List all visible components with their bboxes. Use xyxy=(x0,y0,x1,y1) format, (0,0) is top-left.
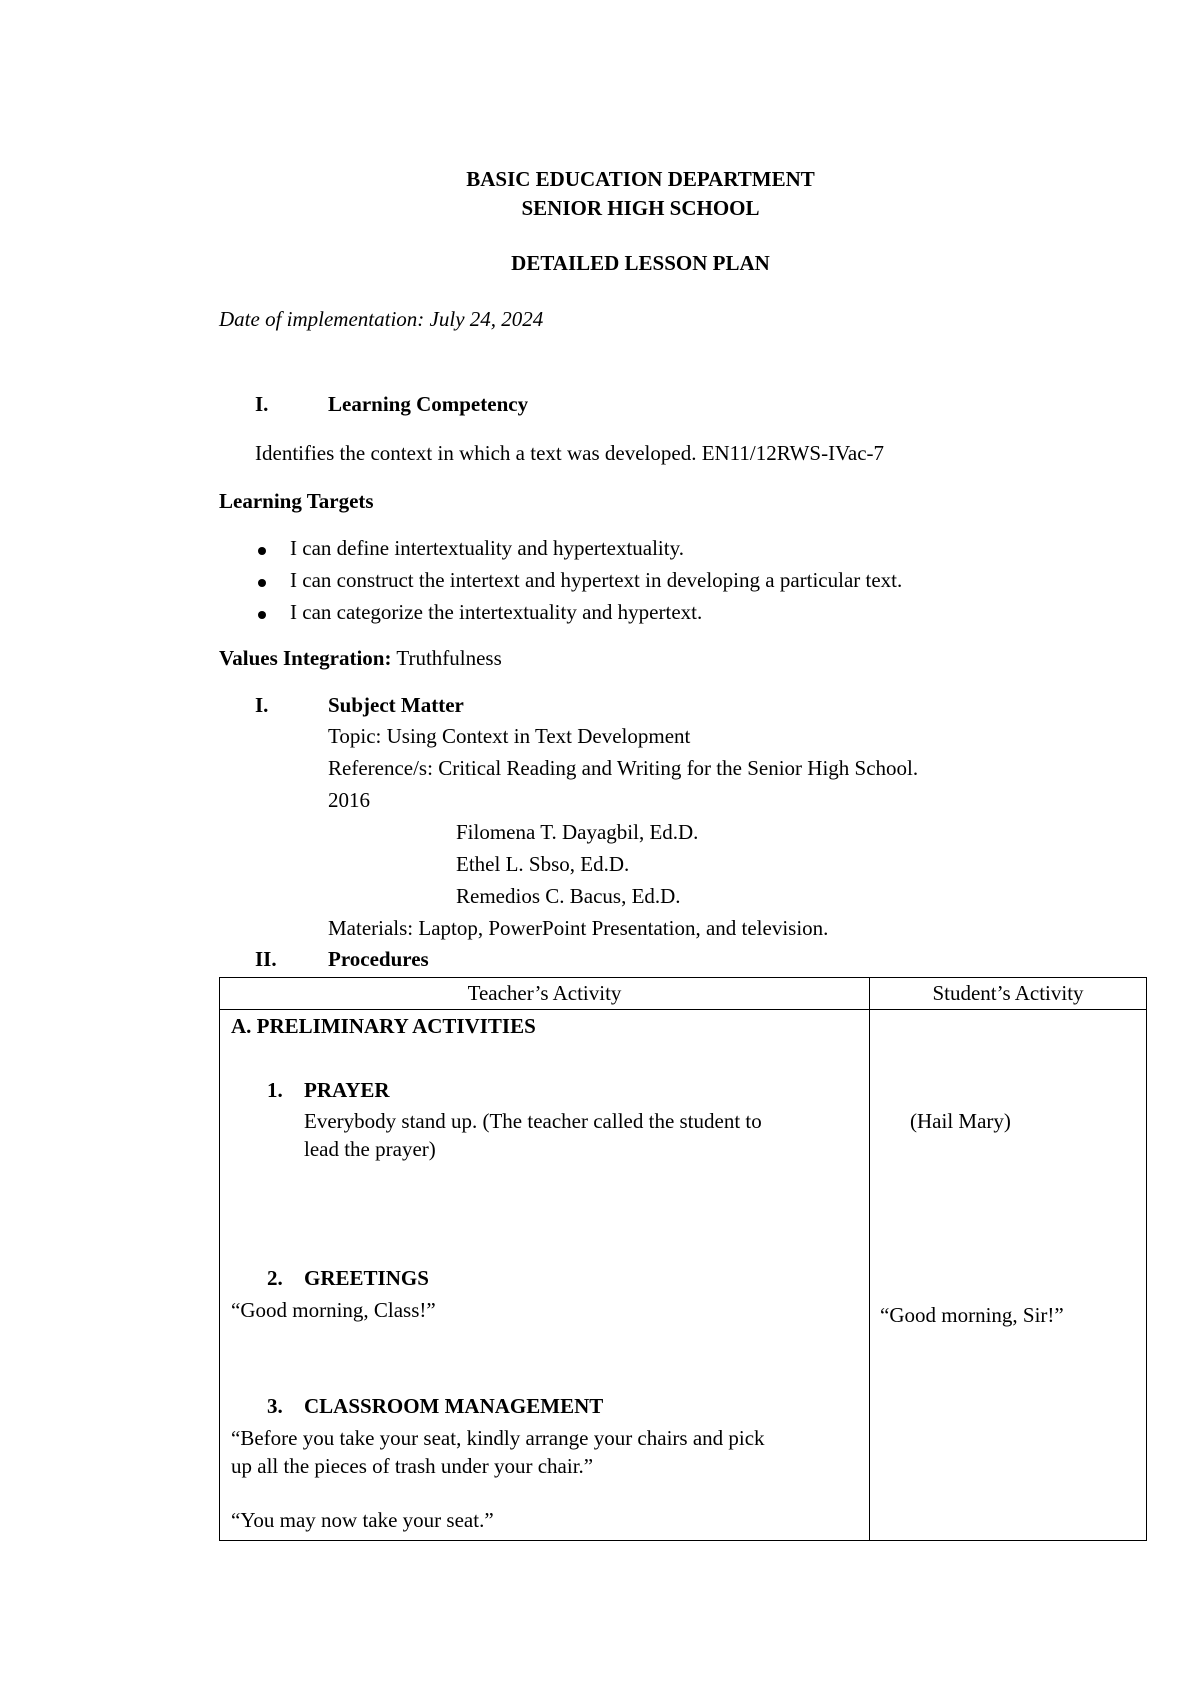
procedures-table xyxy=(219,977,1147,1541)
bullet-icon xyxy=(258,611,266,619)
management-title: CLASSROOM MANAGEMENT xyxy=(304,1394,604,1418)
subject-materials: Materials: Laptop, PowerPoint Presentation, and television. xyxy=(328,916,829,940)
target-item: I can construct the intertext and hypertext in developing a particular text. xyxy=(290,568,903,592)
prayer-response: (Hail Mary) xyxy=(910,1109,1011,1133)
school-heading: SENIOR HIGH SCHOOL xyxy=(521,196,760,220)
procedures-numeral: II. xyxy=(255,947,277,971)
targets-heading: Learning Targets xyxy=(219,489,374,513)
bullet-icon xyxy=(258,547,266,555)
competency-numeral: I. xyxy=(255,392,269,416)
competency-text: Identifies the context in which a text was developed. EN11/12RWS-IVac-7 xyxy=(255,441,885,465)
competency-heading: Learning Competency xyxy=(328,392,529,416)
values-value: Truthfulness xyxy=(391,646,502,670)
document-title: DETAILED LESSON PLAN xyxy=(511,251,770,275)
values-label: Values Integration: xyxy=(219,646,392,670)
bullet-icon xyxy=(258,579,266,587)
greetings-text: “Good morning, Class!” xyxy=(231,1298,436,1322)
greetings-title: GREETINGS xyxy=(304,1266,429,1290)
management-seat-text: “You may now take your seat.” xyxy=(231,1508,494,1532)
teacher-activity-cell xyxy=(220,1010,870,1541)
procedures-heading: Procedures xyxy=(328,947,429,971)
management-instruction-cont: up all the pieces of trash under your chair.” xyxy=(231,1454,594,1478)
teacher-activity-header: Teacher’s Activity xyxy=(220,978,870,1010)
management-instruction: “Before you take your seat, kindly arrange your chairs and pick xyxy=(231,1426,765,1450)
prayer-instruction-cont: lead the prayer) xyxy=(304,1137,436,1161)
author-name: Filomena T. Dayagbil, Ed.D. xyxy=(456,820,699,844)
subject-topic: Topic: Using Context in Text Development xyxy=(328,724,691,748)
management-number: 3. xyxy=(267,1394,283,1418)
prayer-number: 1. xyxy=(267,1078,283,1102)
target-item: I can categorize the intertextuality and hypertext. xyxy=(290,600,703,624)
implementation-date: Date of implementation: July 24, 2024 xyxy=(219,307,544,331)
student-activity-header: Student’s Activity xyxy=(870,978,1147,1010)
subject-reference: Reference/s: Critical Reading and Writing for the Senior High School. xyxy=(328,756,919,780)
prayer-instruction: Everybody stand up. (The teacher called the student to xyxy=(304,1109,762,1133)
prayer-title: PRAYER xyxy=(304,1078,390,1102)
reference-year: 2016 xyxy=(328,788,370,812)
target-item: I can define intertextuality and hypertextuality. xyxy=(290,536,684,560)
preliminary-section-title: A. PRELIMINARY ACTIVITIES xyxy=(231,1014,536,1038)
values-integration xyxy=(219,645,502,672)
subject-numeral: I. xyxy=(255,693,269,717)
author-name: Remedios C. Bacus, Ed.D. xyxy=(456,884,681,908)
student-activity-cell xyxy=(870,1010,1147,1541)
subject-heading: Subject Matter xyxy=(328,693,464,717)
author-name: Ethel L. Sbso, Ed.D. xyxy=(456,852,630,876)
greetings-response: “Good morning, Sir!” xyxy=(880,1303,1064,1327)
department-heading: BASIC EDUCATION DEPARTMENT xyxy=(466,167,815,191)
greetings-number: 2. xyxy=(267,1266,283,1290)
